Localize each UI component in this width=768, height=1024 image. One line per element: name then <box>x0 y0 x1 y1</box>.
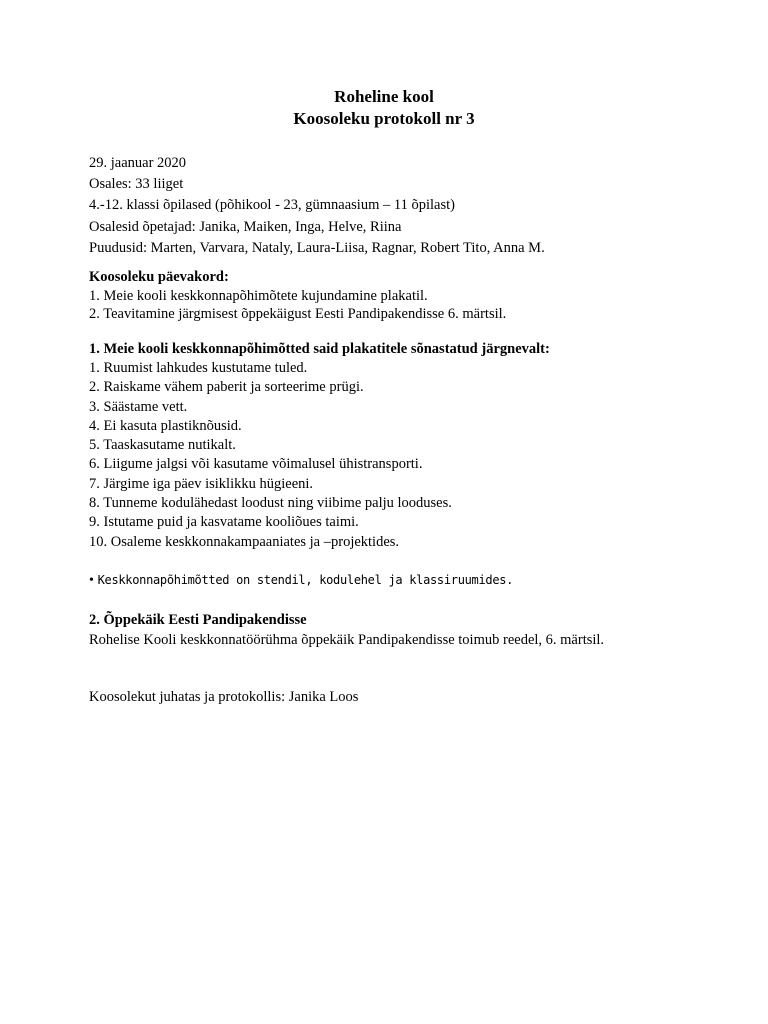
bullet-icon: • <box>89 573 94 588</box>
trip-text: Rohelise Kooli keskkonnatöörühma õppekäik Pandipakendisse toimub reedel, 6. märtsil. <box>89 632 605 648</box>
principle-item: 1. Ruumist lahkudes kustutame tuled. <box>89 360 308 376</box>
principle-item: 7. Järgime iga päev isiklikku hügieeni. <box>89 475 314 492</box>
footer-section <box>89 687 729 707</box>
footer-signature: Koosolekut juhatas ja protokollis: Janika Loos <box>89 689 359 705</box>
principle-item: 8. Tunneme kodulähedast loodust ning viibime palju looduses. <box>89 495 452 512</box>
agenda-item: 2. Teavitamine järgmisest õppekäigust Eesti Pandipakendisse 6. märtsil. <box>89 305 507 322</box>
document-subtitle: Koosoleku protokoll nr 3 <box>293 109 475 128</box>
agenda-section <box>89 267 729 323</box>
principle-item: 9. Istutame puid ja kasvatame kooliõues taimi. <box>89 514 359 531</box>
principle-item: 5. Taaskasutame nutikalt. <box>89 437 236 454</box>
agenda-heading: Koosoleku päevakord: <box>89 269 229 285</box>
principle-item: 3. Säästame vett. <box>89 398 188 415</box>
attending-teachers: Osalesid õpetajad: Janika, Maiken, Inga, Helve, Riina <box>89 218 402 235</box>
note-text: Keskkonnapõhimõtted on stendil, kodulehel ja klassiruumides. <box>97 573 514 587</box>
document-title: Roheline kool <box>334 87 434 106</box>
agenda-item: 1. Meie kooli keskkonnapõhimõtete kujundamine plakatil. <box>89 288 428 304</box>
principles-heading: 1. Meie kooli keskkonnapõhimõtted said plakatitele sõnastatud järgnevalt: <box>89 341 550 357</box>
principle-item: 4. Ei kasuta plastiknõusid. <box>89 417 242 434</box>
principle-item: 2. Raiskame vähem paberit ja sorteerime prügi. <box>89 379 364 396</box>
attendance-students: 4.-12. klassi õpilased (põhikool - 23, gümnaasium – 11 õpilast) <box>89 197 455 214</box>
trip-section <box>89 610 729 650</box>
meeting-date: 29. jaanuar 2020 <box>89 155 187 171</box>
meeting-info <box>89 153 729 259</box>
trip-heading: 2. Õppekäik Eesti Pandipakendisse <box>89 612 307 628</box>
principles-section <box>89 339 729 552</box>
note-bullet-item <box>89 570 513 591</box>
absent-list: Puudusid: Marten, Varvara, Nataly, Laura-Liisa, Ragnar, Robert Tito, Anna M. <box>89 239 545 256</box>
attendance-count: Osales: 33 liiget <box>89 176 184 193</box>
principle-item: 6. Liigume jalgsi või kasutame võimalusel ühistransporti. <box>89 456 423 473</box>
principle-item: 10. Osaleme keskkonnakampaaniates ja –projektides. <box>89 533 400 550</box>
